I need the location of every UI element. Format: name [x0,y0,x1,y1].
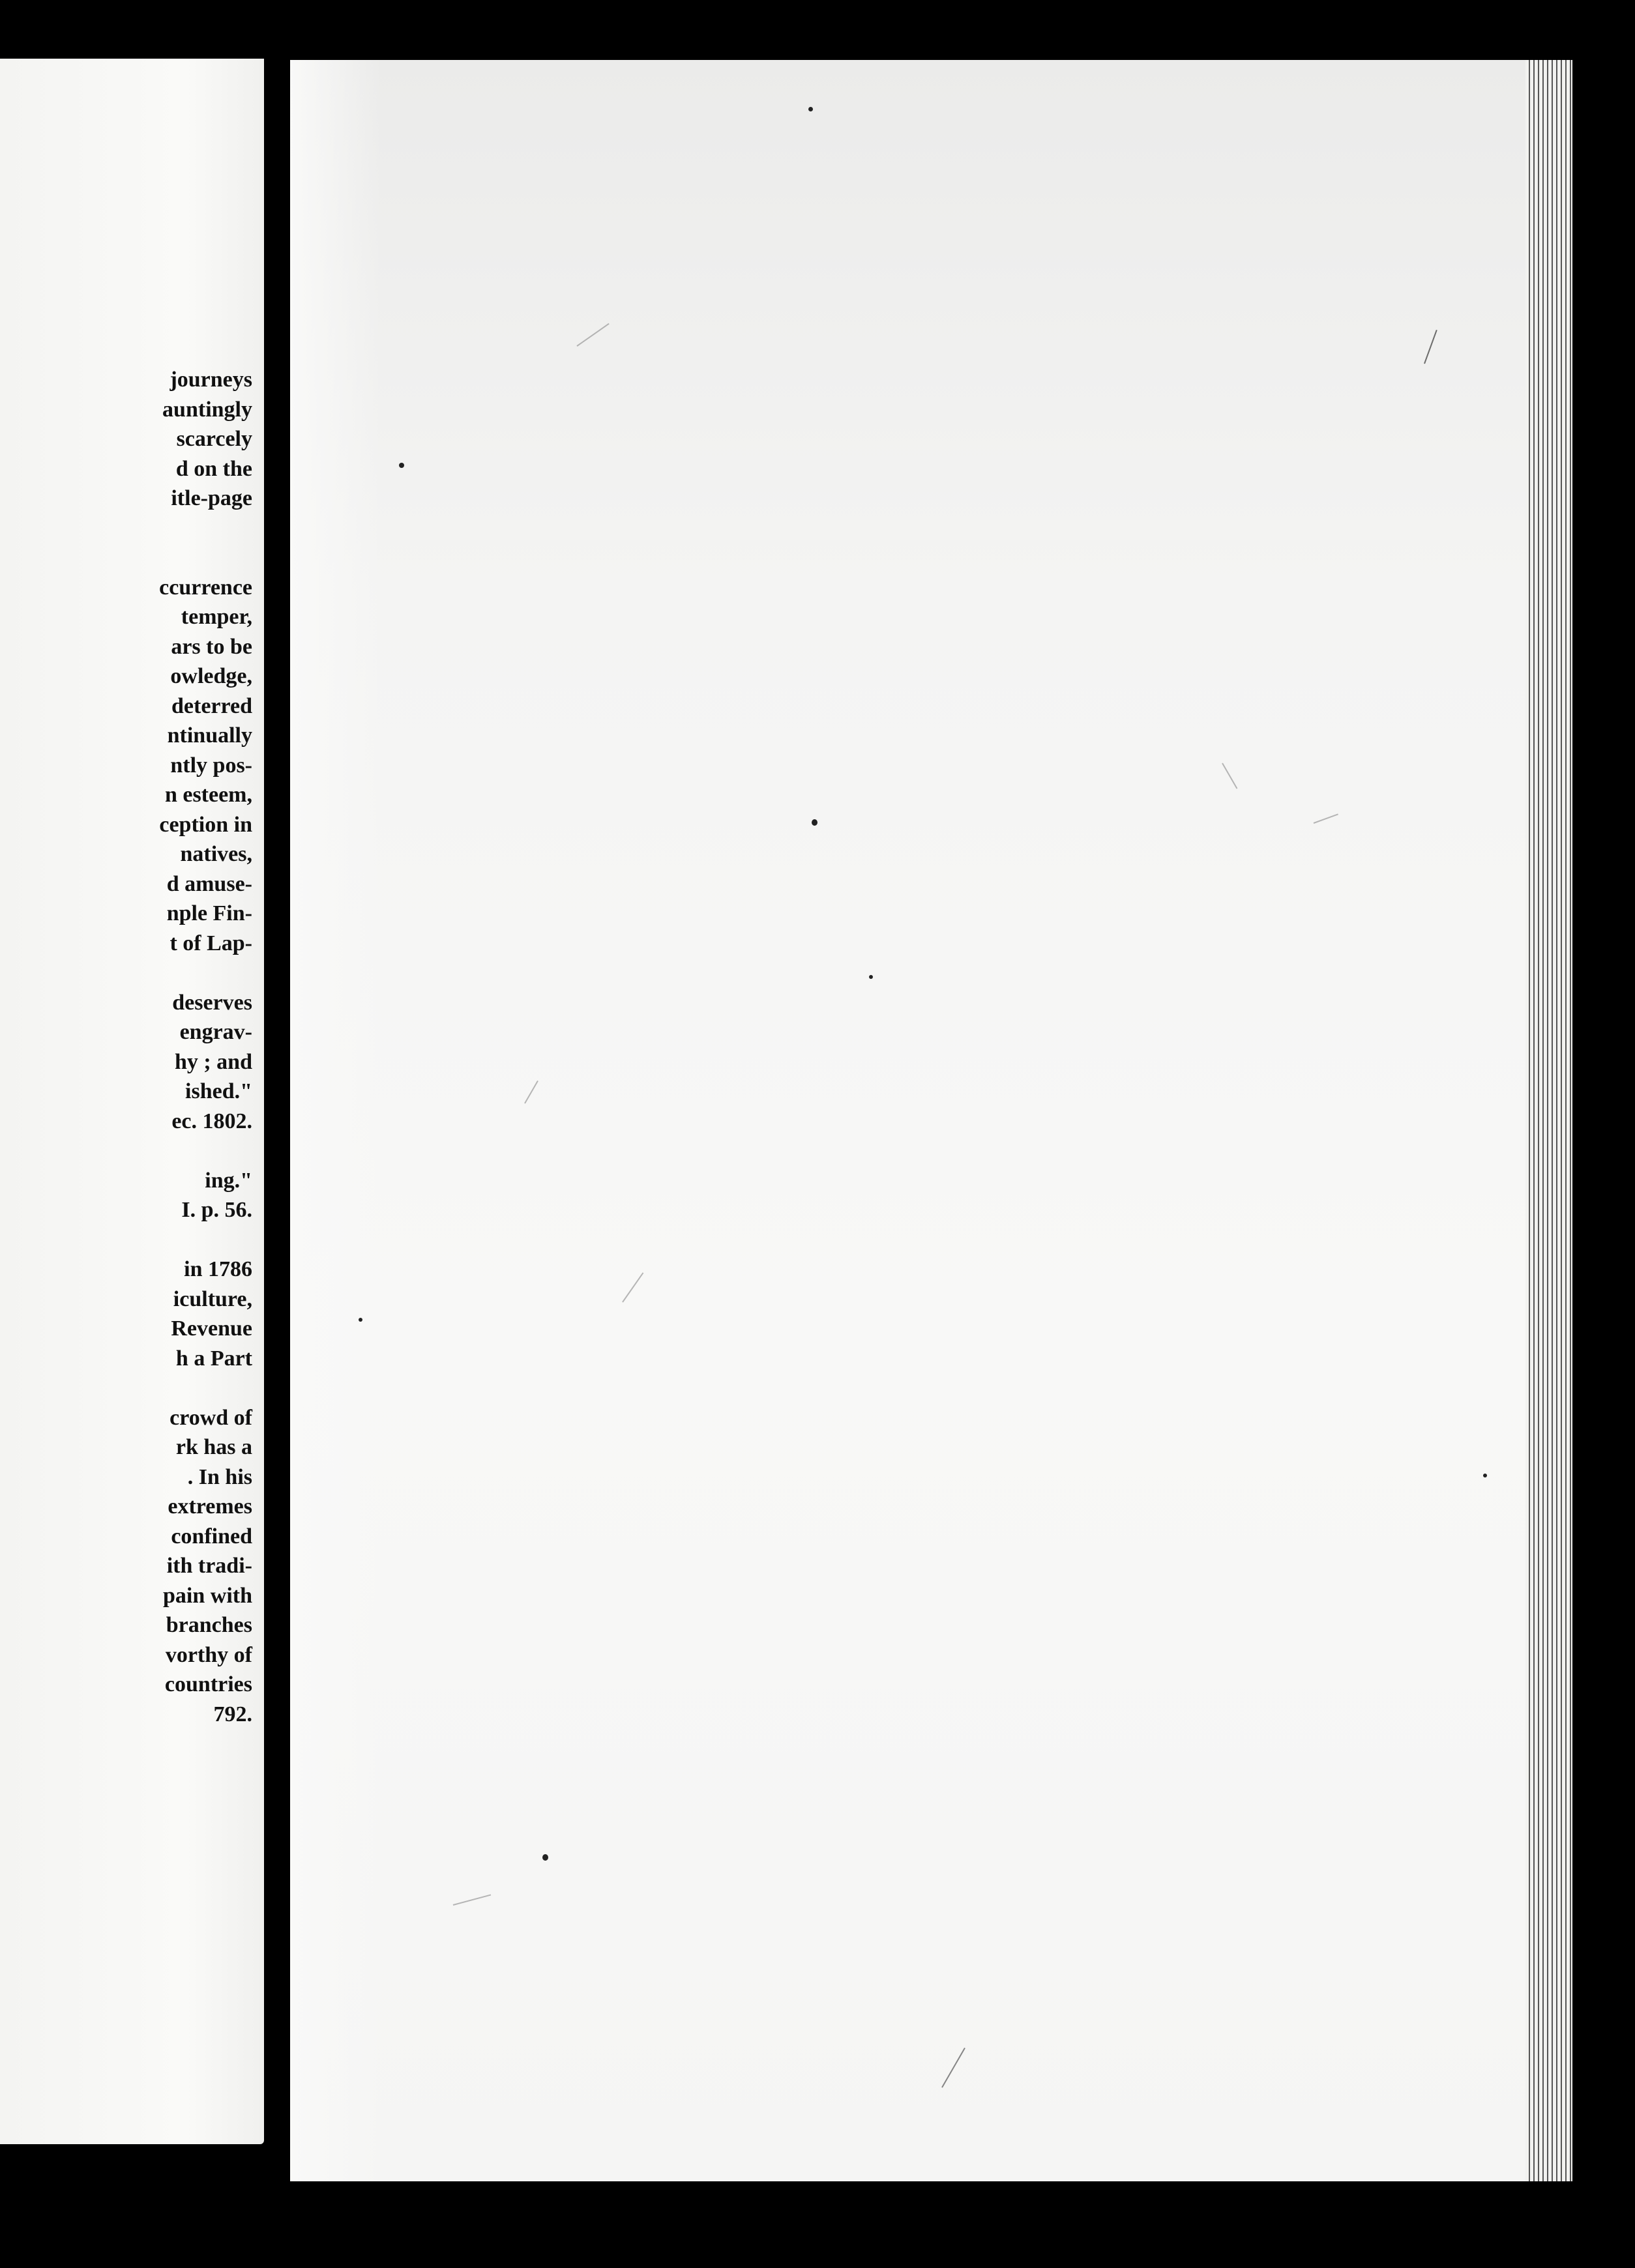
text-line [5,543,252,573]
paper-fiber [453,1895,491,1906]
text-line: auntingly [162,397,252,422]
paper-fiber [622,1272,643,1302]
text-line: iculture, [173,1287,252,1311]
text-line: 792. [213,1702,252,1726]
paper-fiber [941,2048,965,2088]
text-line: engrav- [179,1020,252,1044]
paper-fiber [524,1081,538,1104]
text-line: journeys [169,368,252,392]
text-line: ished." [185,1079,252,1103]
paper-speck [869,975,873,979]
paper-speck [399,463,404,468]
text-line [5,958,252,988]
text-line: itle-page [171,486,252,510]
right-blank-page [290,60,1534,2181]
text-line [5,1373,252,1403]
text-line: scarcely [176,427,252,451]
text-line: ing." [205,1168,252,1193]
text-line: vorthy of [165,1642,252,1667]
text-line [5,1136,252,1166]
text-line: ccurrence [159,575,252,600]
text-line: deterred [171,693,252,718]
text-line: owledge, [170,664,252,688]
text-line: t of Lap- [169,931,252,955]
text-line: ntly pos- [170,753,252,778]
paper-speck [1483,1474,1487,1477]
page-edges [1525,60,1572,2181]
text-line: d on the [175,456,252,481]
paper-speck [812,819,818,826]
text-line: ec. 1802. [171,1109,252,1133]
text-line: n esteem, [164,783,252,807]
left-page-text-block [5,365,252,1729]
text-line: in 1786 [184,1257,252,1281]
text-line [5,1225,252,1255]
text-line: hy ; and [174,1049,252,1074]
text-line: d amuse- [166,871,252,896]
text-line: Revenue [171,1316,252,1341]
text-line: nple Fin- [166,901,252,925]
paper-speck [359,1318,362,1322]
text-line: ith tradi- [166,1554,252,1578]
text-line [5,514,252,544]
paper-speck [542,1854,548,1861]
paper-fiber [576,323,609,347]
paper-fiber [1222,763,1237,789]
text-line: ception in [159,812,252,837]
text-line: . In his [187,1464,252,1489]
text-line: branches [166,1613,252,1637]
text-line: crowd of [169,1405,252,1430]
text-line: ars to be [171,634,252,659]
paper-fiber [1424,330,1437,364]
text-line: natives, [180,842,252,866]
paper-speck [808,107,813,111]
book-gutter [264,0,290,2268]
text-line: confined [171,1524,252,1548]
text-line: h a Part [175,1346,252,1371]
left-page [0,59,264,2144]
text-line: temper, [181,605,252,629]
text-line: pain with [163,1583,252,1608]
text-line: countries [164,1672,252,1696]
text-line: rk has a [175,1435,252,1459]
text-line: I. p. 56. [181,1198,252,1222]
text-line: ntinually [167,723,252,748]
text-line: extremes [168,1494,252,1519]
text-line: deserves [172,990,252,1015]
paper-fiber [1314,813,1338,824]
